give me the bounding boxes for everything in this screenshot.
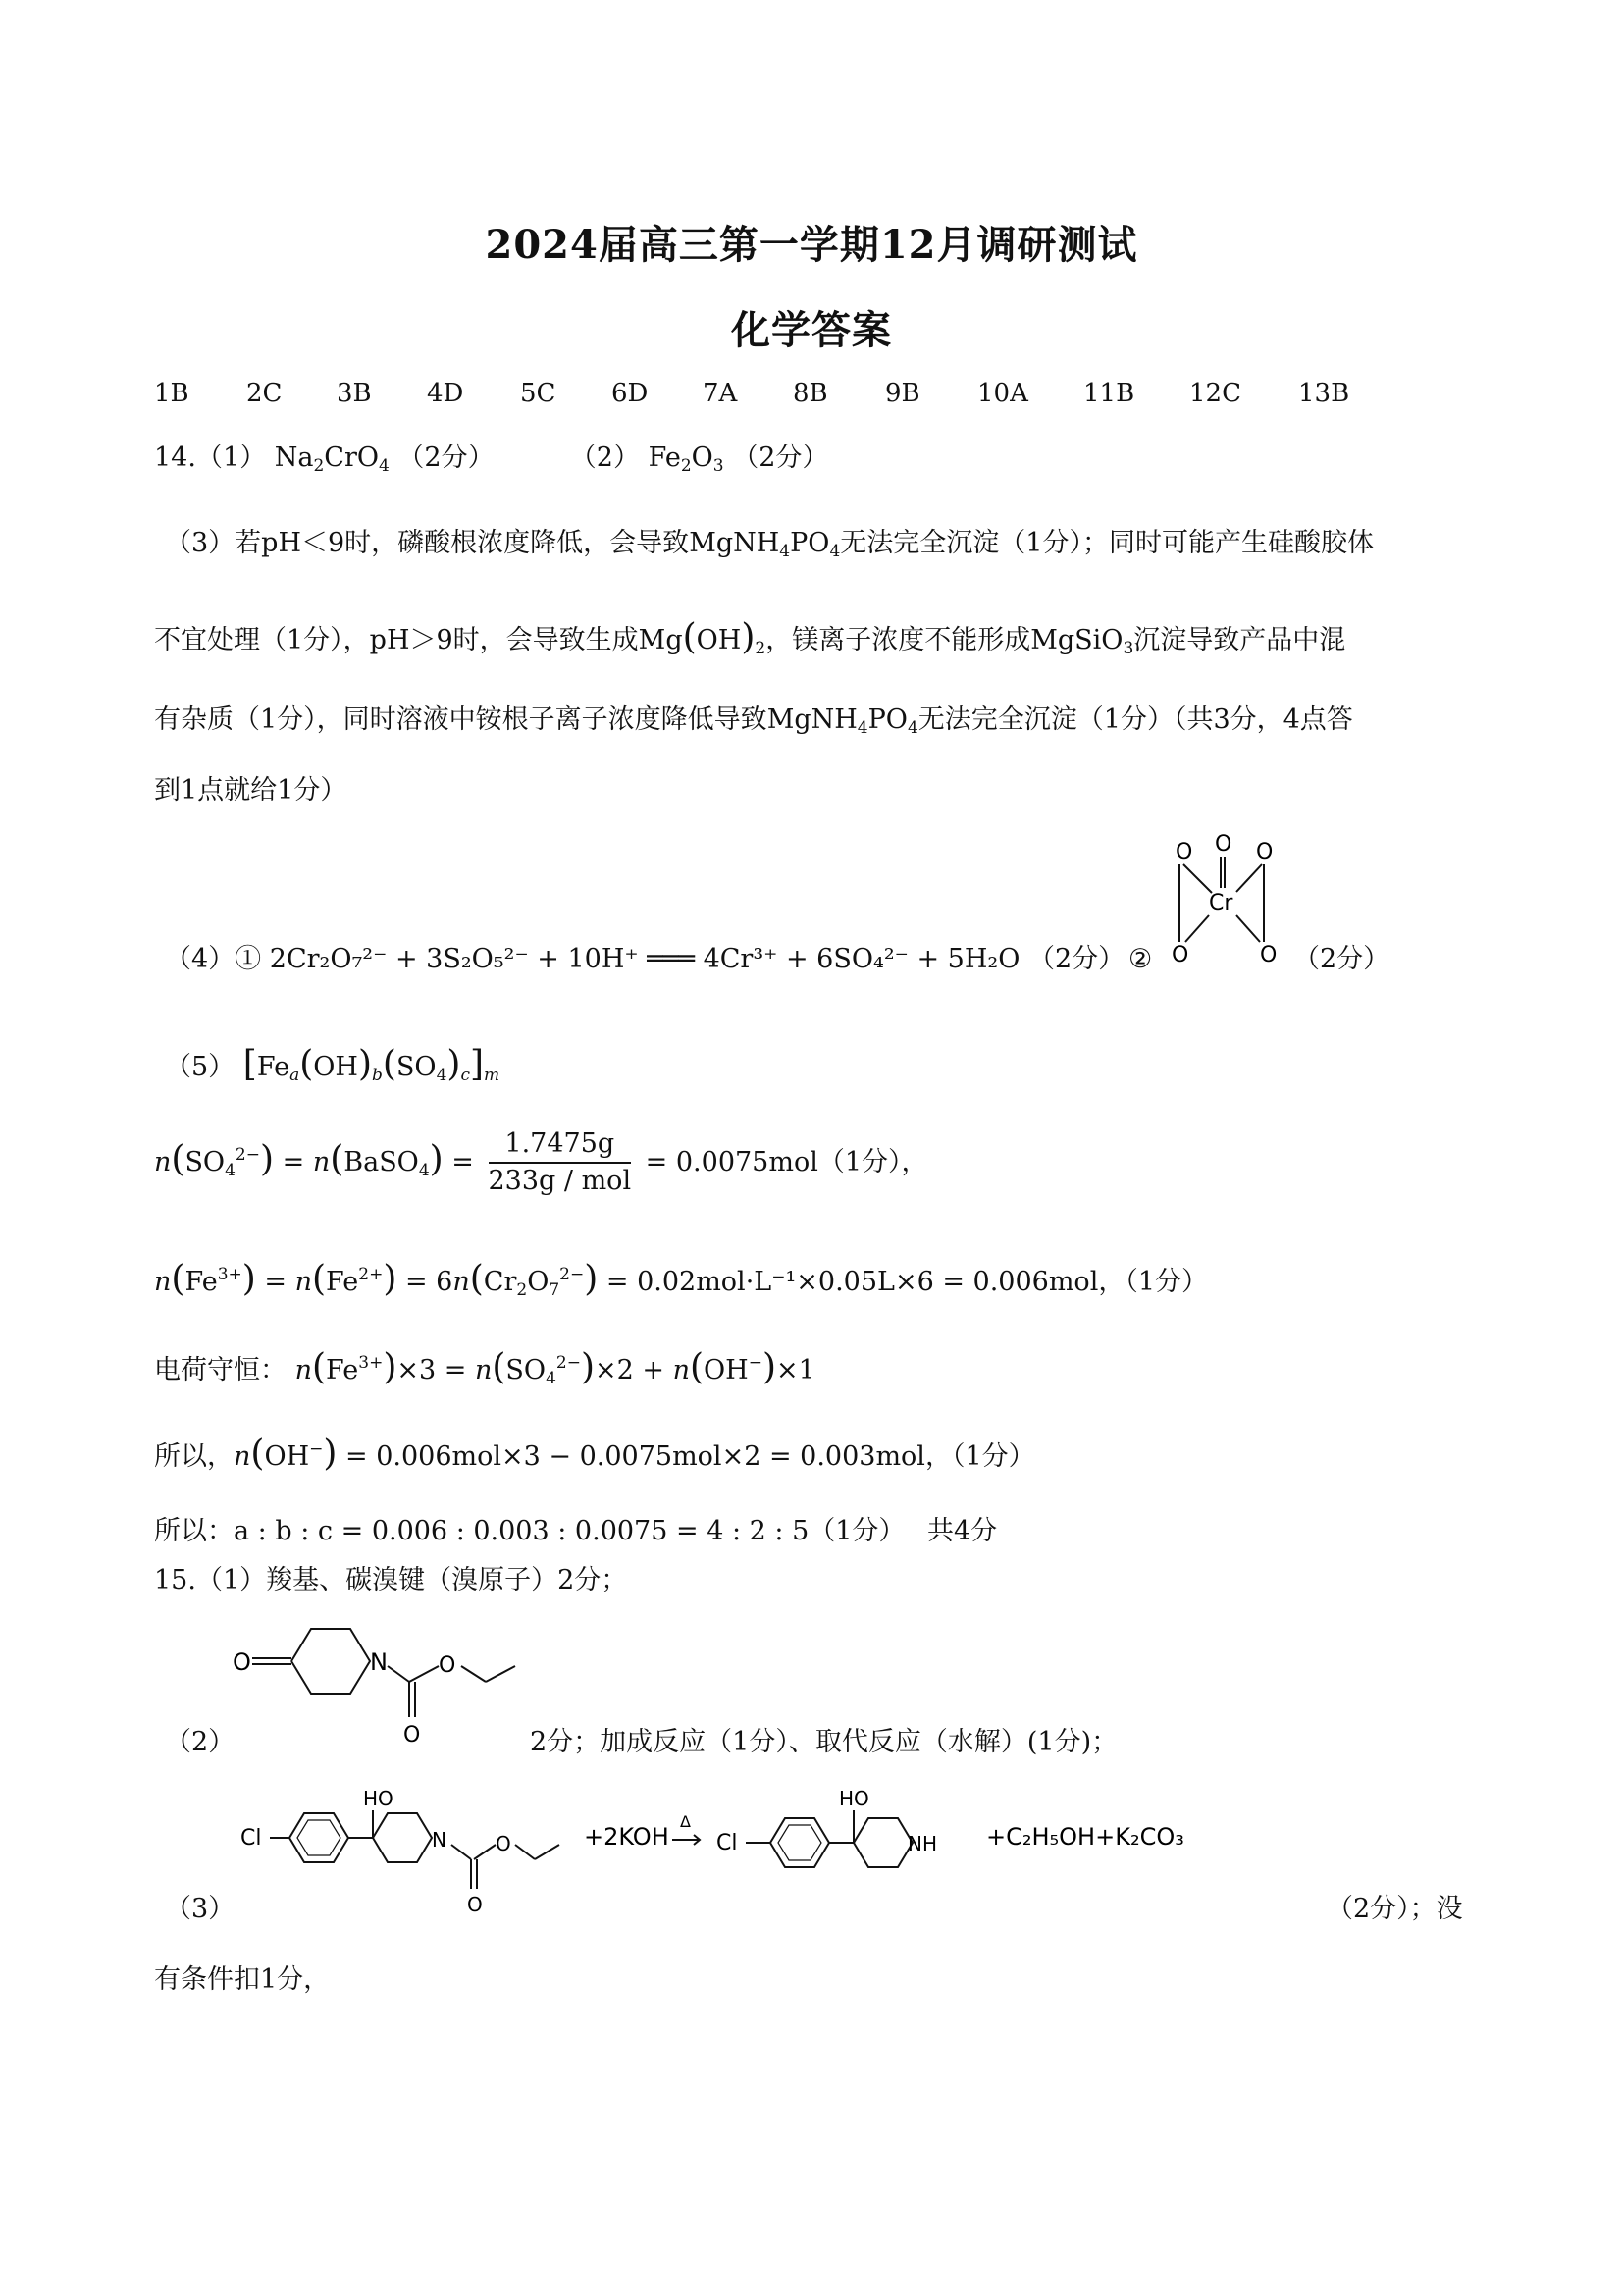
answer-12: 12C — [1189, 379, 1241, 408]
q14-part4-equation: （4）① 2Cr₂O₇²⁻ + 3S₂O₅²⁻ + 10H⁺ ═══ 4Cr³⁺ + 6SO₄²⁻ + 5H₂O （2分） — [165, 944, 1126, 974]
struct-o-1: O — [1176, 840, 1193, 864]
ketone-o: O — [233, 1648, 251, 1676]
answer-5: 5C — [520, 379, 556, 408]
product-nh: NH — [908, 1832, 937, 1855]
redox-equation: 2Cr₂O₇²⁻ + 3S₂O₅²⁻ + 10H⁺ ═══ 4Cr³⁺ + 6SO₄²⁻ + 5H₂O — [269, 944, 1021, 974]
q14-part4-label2: ② — [1128, 944, 1153, 974]
struct-cr: Cr — [1209, 891, 1233, 915]
reactant-carbonyl-o: O — [467, 1893, 483, 1916]
fraction: $\frac{1.7475g}{\text{233g / mol}}$ — [488, 1128, 632, 1197]
reactant-cl: Cl — [240, 1826, 262, 1851]
struct-o-3: O — [1256, 840, 1274, 864]
heat-delta: Δ — [680, 1812, 691, 1831]
reagent-koh: +2KOH — [584, 1823, 669, 1851]
q14-part3-line3: 有杂质（1分），同时溶液中铵根子离子浓度降低导致$MgNH_4PO_4$无法完全沉淀（1分）（共3分，4点答 — [154, 704, 1353, 738]
q14-part5-line2: $n(Fe^{3+}) = n(Fe^{2+}) = 6n(Cr_2O_7^{2-}) = 0.02mol\cdot L^{-1}\times 0.05L\times 6 = 0.006mol$，（1分） — [154, 1259, 1209, 1300]
page-title: 2024届高三第一学期12月调研测试 — [485, 222, 1138, 268]
reaction-scheme — [240, 1786, 1320, 1933]
cro5-structure-icon — [1158, 829, 1285, 976]
q15-part3-line2: 有条件扣1分， — [154, 1964, 331, 1995]
byproducts: +C₂H₅OH+K₂CO₃ — [986, 1823, 1184, 1851]
q14-part5-line4: 所以，n(OH−) = 0.006mol×3 − 0.0075mol×2 = 0.003mol，（1分） — [154, 1434, 1035, 1474]
q15-part3-score: （2分）；没 — [1327, 1894, 1463, 1924]
product-cl: Cl — [716, 1831, 738, 1855]
product-ho: HO — [839, 1787, 869, 1810]
reactant-ho: HO — [363, 1787, 393, 1810]
piperidone-structure-icon — [231, 1609, 535, 1756]
answer-6: 6D — [611, 379, 649, 408]
q15-part1: 15.（1）羧基、碳溴键（溴原子）2分； — [154, 1565, 628, 1595]
q14-part4-score2: （2分） — [1293, 944, 1390, 974]
struct-o-4: O — [1172, 943, 1189, 967]
q14-part1-2: 14.（1） $Na_2CrO_4$ （2分） （2） $Fe_2O_3$ （2分） — [154, 443, 829, 476]
reactant-ester-o: O — [496, 1832, 511, 1855]
q14-part5-line3: 电荷守恒： $n(Fe^{3+})\times 3 = n(SO_4^{2-})\times 2 + n(OH^-)\times 1$ — [154, 1347, 815, 1388]
answer-3: 3B — [337, 379, 372, 408]
q14-part3-line4: 到1点就给1分） — [154, 775, 347, 806]
q15-part2-text: 2分；加成反应（1分）、取代反应（水解）(1分)； — [530, 1727, 1119, 1757]
page-subtitle: 化学答案 — [731, 307, 892, 353]
reactant-n: N — [432, 1828, 446, 1852]
answer-4: 4D — [427, 379, 464, 408]
answer-13: 13B — [1298, 379, 1350, 408]
q14-part3-line2: 不宜处理（1分），pH＞9时，会导致生成$Mg(OH)_2$，镁离子浓度不能形成MgSiO$_3$沉淀导致产品中混 — [154, 617, 1346, 658]
answer-9: 9B — [885, 379, 920, 408]
q14-part5-formula: （5） $[Fe_a(OH)_b(SO_4)_c]_m$ — [165, 1044, 500, 1085]
q15-part3-label: （3） — [165, 1894, 236, 1924]
q14-part5-line1: $n(SO_4^{2-})$ = n(BaSO$_4$) = $\frac{1.7475g}{\text{233g / mol}}$ = 0.0075mol（1分）， — [154, 1128, 928, 1197]
struct-o-2: O — [1215, 832, 1232, 857]
ring-n: N — [370, 1648, 388, 1676]
answer-2: 2C — [246, 379, 283, 408]
answer-1: 1B — [154, 379, 189, 408]
answer-11: 11B — [1083, 379, 1135, 408]
q15-part2-label: （2） — [165, 1727, 236, 1757]
q14-part5-line5: 所以：a : b : c = 0.006 : 0.003 : 0.0075 = 4 : 2 : 5（1分） — [154, 1516, 906, 1546]
struct-o-5: O — [1260, 943, 1278, 967]
q14-part5-total: 共4分 — [927, 1516, 998, 1546]
ester-o: O — [439, 1653, 456, 1678]
answer-7: 7A — [703, 379, 738, 408]
answer-10: 10A — [977, 379, 1028, 408]
answer-8: 8B — [793, 379, 828, 408]
carbonyl-o: O — [403, 1723, 421, 1748]
q14-part3-line1: （3）若pH＜9时，磷酸根浓度降低，会导致$MgNH_4PO_4$无法完全沉淀（1分）；同时可能产生硅酸胶体 — [165, 528, 1374, 561]
